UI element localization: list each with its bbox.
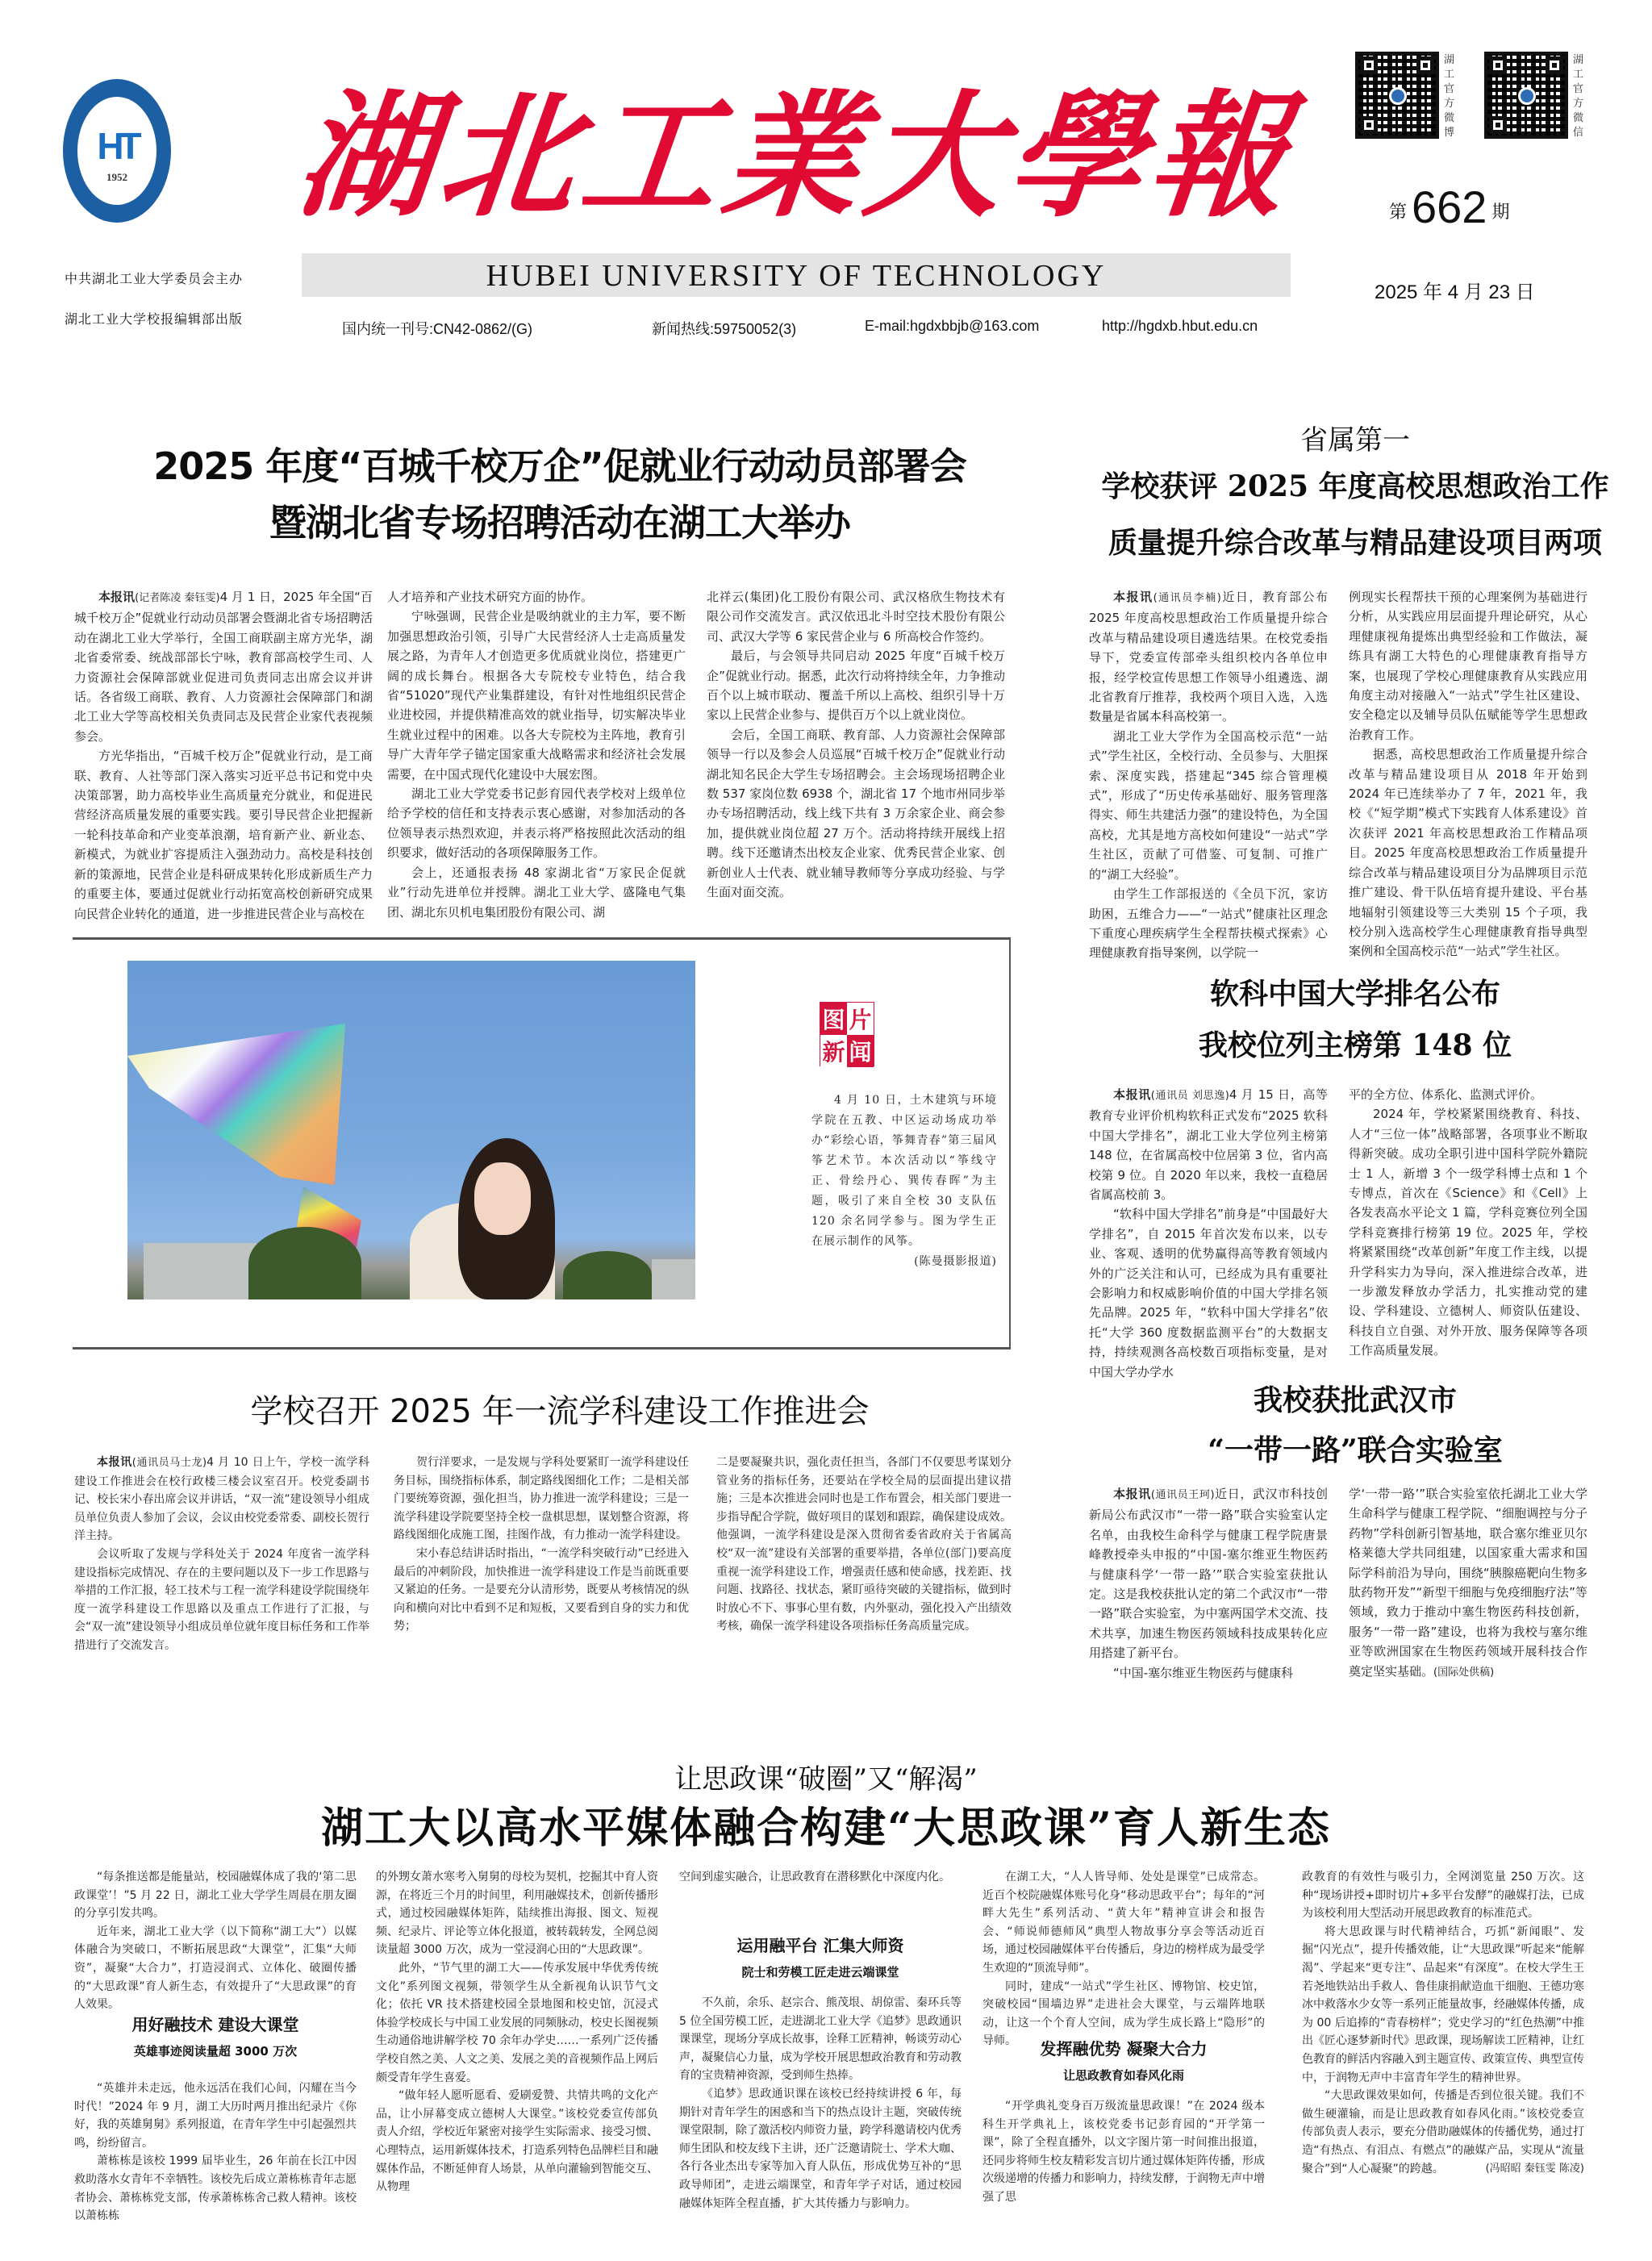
byline: (通讯员马士龙) bbox=[131, 1457, 207, 1469]
qr-logo-icon bbox=[1389, 87, 1407, 105]
byline: (记者陈凌 秦钰雯) bbox=[135, 592, 220, 604]
kite-image bbox=[127, 1024, 345, 1185]
media-col-3b bbox=[679, 1994, 962, 2213]
employment-col-2 bbox=[387, 587, 686, 922]
news-hotline: 新闻热线:59750052(3) bbox=[652, 321, 797, 337]
credit: (国际处供稿) bbox=[1433, 1666, 1495, 1679]
photo-caption bbox=[811, 1091, 997, 1272]
sponsor-line: 中共湖北工业大学委员会主办 bbox=[65, 273, 244, 286]
paragraph: 方光华指出，“百城千校万企”促就业行动，是工商联、教育、人社等部门深入落实习近平总书记和党中央决策部署，助力高校毕业生高质量充分就业，和促进民营经济高质量发展的重要实践。要引导民营企业把握新一轮科技革命和产业变革浪潮，培育新产业、新业态、新模式，为就业扩容提质注入强劲动力。高校是科技创新的策源地，民营企业是科研成果转化形成新质生产力的重要主体，要通过促就业行动拓宽高校创新研究成果向民营企业转化的通道，进一步推进民营企业与高校在 bbox=[74, 749, 373, 921]
university-logo bbox=[63, 79, 171, 223]
paragraph: 此外，“节气里的湖工大——传承发展中华优秀传统文化”系列图文视频，带领学生从全新视角认识节气文化；依托 VR 技术搭建校园全景地图和校史馆，沉浸式体验学校成长与中国工业发展的同频脉动，校史长图视频生动通俗地讲解学校 70 余年办学史……一系列广泛传播学校自然之美、人文之美、发展之美的音视频作品上网后颇受青年学生喜爱。 bbox=[376, 1961, 658, 2084]
paragraph: 北祥云(集团)化工股份有限公司、武汉格欣生物技术有限公司作交流发言。武汉依迅北斗时空技术股份有限公司、武汉大学等 6 家民营企业与 6 所高校合作签约。 bbox=[707, 590, 1005, 644]
paragraph: “大思政课效果如何，传播是否到位很关键。我们不做生硬灌输，而是让思政教育如春风化雨。”该校党委宣传部负责人表示，要充分借助融媒体的传播优势，通过打造“有热点、有泪点、有燃点”的融媒产品，实现从“流量聚合”到“人心凝聚”的跨越。 bbox=[1302, 2089, 1584, 2175]
logo-ht-emblem-icon: HT bbox=[97, 125, 137, 167]
paragraph: 湖北工业大学党委书记彭育园代表学校对上级单位给予学校的信任和支持表示衷心感谢，对参加活动的各位领导表示热烈欢迎，并表示将严格按照此次活动的组织要求，做好活动的各项保障服务工作。 bbox=[387, 786, 686, 861]
paragraph: “软科中国大学排名”前身是“中国最好大学排名”，自 2015 年首次发布以来，以专业、客观、透明的优势赢得高等教育领域内外的广泛关注和认可，已经成为具有重要社会影响力和权威影响价值的中国大学排名领先品牌。2025 年，“软科中国大学排名”依托“大学 360 度数据监测平台”的大数据支持，持续观测各高校数百项指标变量，是对中国大学办学水 bbox=[1089, 1207, 1328, 1379]
issn: 国内统一刊号:CN42-0862/(G) bbox=[342, 321, 533, 337]
byline: (通讯员 刘思逸) bbox=[1150, 1090, 1229, 1102]
media-col-1 bbox=[74, 1868, 357, 2014]
paragraph: “每条推送都是能量站，校园融媒体成了我的‘第二思政课堂’！”5 月 22 日，湖北工业大学学生周晨在朋友圈的分享引发共鸣。 bbox=[74, 1871, 357, 1921]
paragraph: 湖北工业大学作为全国高校示范“一站式”学生社区，全校行动、全员参与、大胆探索、深度实践，搭建起“345 综合管理模式”，形成了“历史传承基础好、服务管理落得实、师生共建活力强”的建设特色，为全国高校，尤其是地方高校如何建设“一站式”学生社区，贡献了可借鉴、可复制、可推广的“湖工大经验”。 bbox=[1089, 728, 1328, 882]
kicker-media: 让思政课“破圈”又“解渴” bbox=[674, 1763, 978, 1796]
kicker-ideology: 省属第一 bbox=[1300, 424, 1410, 457]
paragraph: 近日，教育部公布 2025 年度高校思想政治工作质量提升综合改革与精品建设项目遴选结果。在校党委指导下，党委宣传部牵头组织校内各单位申报，经学校宣传思想工作领导小组遴选、湖北省教育厅推荐，我校两个项目入选，入选数量是省属本科高校第一。 bbox=[1089, 590, 1328, 724]
issue-number bbox=[1389, 181, 1509, 233]
paragraph: 同时，建成“一站式”学生社区、博物馆、校史馆，突破校园“围墙边界”走进社会大课堂，与云端阵地联动，让这一个个育人空间，成为学生成长路上“隐形”的导师。 bbox=[982, 1979, 1265, 2048]
headline-ranking-2[interactable]: 我校位列主榜第 148 位 bbox=[1198, 1028, 1512, 1062]
logo-inner bbox=[77, 97, 156, 205]
paragraph: 不久前，余乐、赵宗合、熊茂垠、胡倞雷、秦环兵等 5 位全国劳模工匠，走进湖北工业大学《追梦》思政通识课课堂，现场分享成长故事，诠释工匠精神，畅谈劳动心声，凝聚信心力量，成为学校开展思想政治教育和劳动教育的宝贵精神资源，受到师生热捧。 bbox=[679, 1996, 962, 2083]
tree-image bbox=[563, 1251, 652, 1299]
employment-col-3 bbox=[707, 587, 1005, 903]
paragraph: 最后，与会领导共同启动 2025 年度“百城千校万企”促就业行动。据悉，此次行动将持续全年，力争推动百个以上城市联动、覆盖千所以上高校、组织引导十万家以上民营企业参与、提供百万个以上就业岗位。 bbox=[707, 649, 1005, 723]
employment-col-1 bbox=[74, 587, 373, 924]
byline: (通讯员李楠) bbox=[1153, 592, 1221, 604]
paragraph: 贺行洋要求，一是发规与学科处要紧盯一流学科建设任务目标，围绕指标体系，制定路线图细化工作；二是相关部门要统筹资源，强化担当，协力推进一流学科建设；三是一流学科建设学院要坚持全校一盘棋思想，谋划整合资源，将路线图细化成施工图，挂图作战，有力推动一流学科建设。 bbox=[394, 1456, 689, 1542]
headline-beltroad-2[interactable]: “一带一路”联合实验室 bbox=[1208, 1433, 1503, 1467]
paragraph: 近年来，湖北工业大学（以下简称“湖工大”）以媒体融合为突破口，不断拓展思政“大课堂”，汇集“大师资”，凝聚“大合力”，打造浸润式、立体化、破圈传播的“大思政课”育人新生态，有效提升了“大思政课”的育人效果。 bbox=[74, 1925, 357, 2012]
paragraph: 2024 年，学校紧紧围绕教育、科技、人才“三位一体”战略部署，各项事业不断取得新突破。成功全职引进中国科学院外籍院士 1 人，新增 3 个一级学科博士点和 1 个专博点，首次在《Science》和《Cell》上各发表高水平论文 1 篇，学科竞赛位列全国学科竞赛排行榜第 19 位。2025 年，学校将紧紧围绕“改革创新”年度工作主线，以提升学科实力为导向，深入推进综合改革，进一步激发释放办学活力，扎实推动党的建设、学科建设、立德树人、师资队伍建设、科技自立自强、对外开放、服务保障等各项工作高质量发展。 bbox=[1349, 1107, 1587, 1358]
building-image bbox=[144, 1243, 257, 1299]
paragraph: 据悉，高校思想政治工作质量提升综合改革与精品建设项目从 2018 年开始到 2024 年已连续举办了 7 年，2021 年，我校《“短学期”模式下实践育人体系建设》首次获评 2021 年高校思想政治工作精品项目。2025 年度高校思想政治工作质量提升综合改革与精品建设项目分为品牌项目示范推广建设、骨干队伍培育提升建设、平台基地辐射引领建设等三大类别 15 个子项，我校分别入选高校学生心理健康教育指导典型案例和全国高校示范“一站式”学生社区。 bbox=[1349, 747, 1587, 959]
issue-suffix: 期 bbox=[1491, 202, 1510, 222]
paragraph: 宋小春总结讲话时指出，“一流学科突破行动”已经进入最后的冲刺阶段，加快推进一流学科建设工作是当前既重要又紧迫的任务。一是要充分认清形势，既要从考核情况的纵向和横向对比中看到不足和短板，又要看到自身的实力和优势； bbox=[394, 1546, 689, 1633]
discipline-col-2 bbox=[394, 1454, 689, 1636]
lead-label: 本报讯 bbox=[1113, 1087, 1151, 1102]
qr-code-weibo[interactable] bbox=[1355, 52, 1439, 139]
logo-year: 1952 bbox=[106, 171, 127, 183]
headline-ideology-1[interactable]: 学校获评 2025 年度高校思想政治工作 bbox=[1101, 469, 1609, 503]
subsubhead-media-1: 英雄事迹阅读量超 3000 万次 bbox=[133, 2044, 298, 2059]
stamp-char: 闻 bbox=[847, 1035, 874, 1067]
paragraph: 会议听取了发规与学科处关于 2024 年度省一流学科建设指标完成情况、存在的主要问题以及下一步工作思路与举措的工作汇报，轻工技术与工程一流学科建设学院围绕年度一流学科建设工作思路以及重点工作进行了汇报，与会“双一流”建设领导小组成员单位就年度目标任务和工作举措进行了交流发言。 bbox=[74, 1547, 369, 1652]
tree-image bbox=[248, 1227, 361, 1299]
paragraph: 4 月 10 日上午，学校一流学科建设工作推进会在校行政楼三楼会议室召开。校党委副书记、校长宋小春出席会议并讲话，“双一流”建设领导小组成员单位负责人参加了会议，会议由校党委常委、副校长贺行洋主持。 bbox=[74, 1456, 369, 1543]
headline-media[interactable]: 湖工大以高水平媒体融合构建“大思政课”育人新生态 bbox=[321, 1804, 1331, 1853]
headline-discipline[interactable]: 学校召开 2025 年一流学科建设工作推进会 bbox=[250, 1393, 870, 1430]
paragraph: 萧栋栋是该校 1999 届毕业生，26 年前在长江中因救助落水女青年不幸牺牲。该校先后成立萧栋栋青年志愿者协会、萧栋栋党支部，传承萧栋栋舍己救人精神。该校以萧栋栋 bbox=[74, 2155, 357, 2223]
paragraph: 学‘一带一路’”联合实验室依托湖北工业大学生命科学与健康工程学院、“细胞调控与分子药物”学科创新引智基地，联合塞尔维亚贝尔格莱德大学共同组建，以国家重大需求和国际学科前沿为导向，围绕“胰腺癌靶向生物多肽药物开发”“新型干细胞与免疫细胞疗法”等领域，致力于推动中塞生物医药科技创新，服务“一带一路”建设，也将为我校与塞尔维亚等欧洲国家在生物医药领域开展科技合作奠定坚实基础。 bbox=[1349, 1487, 1587, 1679]
subhead-media-2: 运用融平台 汇集大师资 bbox=[736, 1936, 904, 1955]
paragraph: 会后，全国工商联、教育部、人力资源社会保障部领导一行以及参会人员巡展“百城千校万企”促就业行动湖北知名民企大学生专场招聘会。主会场现场招聘企业数 537 家岗位数 6938 个，湖北省 17 个地市州同步举办专场招聘活动，线上线下共有 3 万余家企业、商会参加，提供就业岗位超 27 万个。活动将持续开展线上招聘。线下还邀请杰出校友企业家、优秀民营企业家、创新创业人士代表、就业辅导教师等分享成功经验、与学生面对面交流。 bbox=[707, 727, 1005, 900]
paragraph: 《追梦》思政通识课在该校已经持续讲授 6 年，每期针对青年学生的困惑和当下的热点设计主题，突破传统课堂限制，除了激活校内师资力量，跨学科邀请校内优秀师生团队和校友线下主讲，还广泛邀请院士、学术大咖、各行各业杰出专家等加入育人队伍，形成优势互补的“思政导师团”，走进云端课堂，和青年学子对话，通过校园融媒体矩阵全程直播，扩大其传播力与影响力。 bbox=[679, 2087, 962, 2210]
ideology-col-1 bbox=[1089, 587, 1328, 963]
qr-label-wechat: 湖工官方微信 bbox=[1573, 54, 1584, 139]
paragraph: “中国-塞尔维亚生物医药与健康科 bbox=[1113, 1665, 1294, 1680]
newspaper-title-en: HUBEI UNIVERSITY OF TECHNOLOGY bbox=[486, 259, 1107, 293]
paragraph: 二是要凝聚共识，强化责任担当，各部门不仅要思考谋划分管业务的指标任务，还要站在学校全局的层面提出建议措施；三是本次推进会同时也是工作布置会，相关部门要进一步指导配合学院，做好项目的谋划和跟踪，确保建设成效。他强调，一流学科建设是深入贯彻省委省政府关于省属高校“双一流”建设有关部署的重要举措，各单位(部门)要高度重视一流学科建设工作，增强责任感和使命感，找差距、找问题、找路径、找状态，紧盯亟待突破的关键指标，做到时时放心不下、事事心里有数，内外驱动，强化投入产出绩效考核，确保一流学科建设各项指标任务高质量完成。 bbox=[716, 1456, 1012, 1633]
lead-label: 本报讯 bbox=[1113, 590, 1153, 604]
paragraph: 4 月 1 日，2025 年全国“百城千校万企”促就业行动动员部署会暨湖北省专场招聘活动在湖北工业大学举行，全国工商联副主席方光华，湖北省委常委、统战部部长宁咏，教育部高校学生司、人力资源社会保障部就业促进司负责同志出席会议并讲话。各省级工商联、教育、人力资源社会保障部门和湖北工业大学等高校相关负责同志及民营企业家代表视频参会。 bbox=[74, 590, 373, 744]
issue-date: 2025 年 4 月 23 日 bbox=[1375, 282, 1535, 303]
paragraph: “英雄并未走远，他永远活在我们心间，闪耀在当今时代！”2024 年 9 月，湖工大历时两月推出纪录片《你好，我的英雄舅舅》系列报道，在青年学生中引起强烈共鸣，纷纷留言。 bbox=[74, 2082, 357, 2150]
media-col-5 bbox=[1302, 1868, 1584, 2178]
qr-finder bbox=[1489, 116, 1507, 134]
paragraph: 由学生工作部报送的《全员下沉，家访助困，五维合力——“一站式”健康社区理念下重度心理疾病学生全程帮扶模式探索》心理健康教育指导案例，以学院一 bbox=[1089, 886, 1328, 961]
qr-finder bbox=[1416, 56, 1434, 74]
qr-finder bbox=[1489, 56, 1507, 74]
building-image bbox=[652, 1259, 695, 1299]
paragraph: 的外甥女萧水寒考入舅舅的母校为契机，挖掘其中育人资源，在将近三个月的时间里，利用融媒技术，创新传播形式，通过校园融媒体矩阵，陆续推出海报、图文、短视频、纪录片、评论等立体化报道，被转载转发，全网总阅读量超 3000 万次，成为一堂浸润心田的“大思政课”。 bbox=[376, 1871, 658, 1957]
paragraph: 近日，武汉市科技创新局公布武汉市“一带一路”联合实验室认定名单，由我校生命科学与健康工程学院唐景峰教授牵头申报的“中国-塞尔维亚生物医药与健康科学‘一带一路’”联合实验室获批认定。这是我校获批认定的第二个武汉市“一带一路”联合实验室，为中塞两国学术交流、技术共享，加速生物医药领域科技成果转化应用搭建了新平台。 bbox=[1089, 1487, 1328, 1661]
credit: (冯昭昭 秦钰雯 陈凌) bbox=[1485, 2162, 1584, 2175]
issue-prefix: 第 bbox=[1389, 202, 1408, 222]
headline-employment-2[interactable]: 暨湖北省专场招聘活动在湖工大举办 bbox=[269, 501, 850, 544]
beltroad-col-2 bbox=[1349, 1484, 1587, 1683]
headline-employment-1[interactable]: 2025 年度“百城千校万企”促就业行动动员部署会 bbox=[153, 444, 966, 488]
paragraph: 宁咏强调，民营企业是吸纳就业的主力军，要不断加强思想政治引领，引导广大民营经济人士走高质量发展之路，为青年人才创造更多优质就业岗位，搭建更广阔的成长舞台。根据各大专院校专业特色，结合我省“51020”现代产业集群建设，有针对性地组织民营企业进校园，并提供精准高效的就业指导，切实解决毕业生就业过程中的困难。以各大专院校为主阵地，教育引导广大青年学子锚定国家重大战略需求和经济社会发展需要，在中国式现代化建设中大展宏图。 bbox=[387, 609, 686, 782]
kite-photo[interactable] bbox=[127, 961, 695, 1299]
media-col-1b bbox=[74, 2080, 357, 2226]
qr-finder bbox=[1546, 56, 1563, 74]
issue-num: 662 bbox=[1412, 181, 1487, 232]
title-en-band bbox=[302, 253, 1291, 297]
headline-ideology-2[interactable]: 质量提升综合改革与精品建设项目两项 bbox=[1108, 526, 1602, 560]
media-col-2 bbox=[376, 1868, 658, 2196]
website-link[interactable]: http://hgdxb.hbut.edu.cn bbox=[1102, 318, 1258, 334]
discipline-col-1 bbox=[74, 1454, 369, 1655]
stamp-char: 图 bbox=[820, 1003, 847, 1035]
headline-ranking-1[interactable]: 软科中国大学排名公布 bbox=[1209, 977, 1500, 1011]
media-col-4 bbox=[982, 1868, 1265, 2050]
email[interactable]: E-mail:hgdxbbjb@163.com bbox=[865, 318, 1040, 334]
person-face-image bbox=[474, 1162, 531, 1235]
discipline-col-3 bbox=[716, 1454, 1012, 1636]
paragraph: 人才培养和产业技术研究方面的协作。 bbox=[387, 590, 594, 604]
paragraph: 空间到虚实融合，让思政教育在潜移默化中深度内化。 bbox=[679, 1871, 950, 1883]
publisher-line: 湖北工业大学校报编辑部出版 bbox=[65, 313, 244, 327]
paragraph: 将大思政课与时代精神结合，巧抓“新闻眼”、发掘“闪光点”，提升传播效能，让“大思政课”听起来“能解渴”、学起来“更专注”、品起来“有深度”。在校大学生王若尧地铁站出手救人、鲁佳康捐献造血干细胞、王德功寒冰中救落水少女等一系列正能量故事，经融媒体传播，成为 00 后追捧的“青春榜样”；党史学习的“红色热潮”中推出《匠心逐梦新时代》思政课，现场解读工匠精神，让红色教育的鲜活内容融入到主题宣传、政策宣传、典型宣传中，于润物无声中丰富青年学生的精神世界。 bbox=[1302, 1925, 1584, 2084]
stamp-char: 片 bbox=[847, 1003, 874, 1035]
stamp-char: 新 bbox=[820, 1035, 847, 1067]
subsubhead-media-3: 让思政教育如春风化雨 bbox=[1062, 2068, 1184, 2083]
headline-beltroad-1[interactable]: 我校获批武汉市 bbox=[1253, 1383, 1457, 1417]
paragraph: 在湖工大，“人人皆导师、处处是课堂”已成常态。近百个校院融媒体账号化身“移动思政平台”；每年的“河畔大先生”系列活动、“黄大年”精神宣讲会和报告会、“师说师德师风”典型人物故事分享会等活动近百场，通过校园融媒体平台传播后，身边的榜样成为最受学生欢迎的“顶流导师”。 bbox=[982, 1871, 1265, 1975]
lead-label: 本报讯 bbox=[97, 1456, 132, 1469]
ideology-col-2 bbox=[1349, 587, 1587, 962]
photo-credit: (陈曼摄影报道) bbox=[914, 1255, 997, 1268]
ranking-col-1 bbox=[1089, 1085, 1328, 1382]
subsubhead-media-2: 院士和劳模工匠走进云端课堂 bbox=[741, 1965, 899, 1979]
caption-text: 4 月 10 日，土木建筑与环境学院在五教、中区运动场成功举办“彩绘心语，筝舞青春”第三届风筝艺术节。本次活动以“筝线守正、骨绘丹心、巽传春晖”为主题，吸引了来自全校 30 支队伍 120 余名同学参与。图为学生正在展示制作的风筝。 bbox=[811, 1094, 997, 1248]
qr-finder bbox=[1360, 116, 1378, 134]
paragraph: “开学典礼变身百万级流量思政课！”在 2024 级本科生开学典礼上，该校党委书记彭育园的“开学第一课”，除了全程直播外，以文字图片第一时间推出报道，还同步将师生校友精彩发言切片通过媒体矩阵传播，形成次级递增的传播力和影响力，持续发酵，于润物无声中增强了思 bbox=[982, 2100, 1265, 2204]
lead-label: 本报讯 bbox=[98, 590, 136, 604]
paragraph: 平的全方位、体系化、监测式评价。 bbox=[1349, 1087, 1543, 1102]
paragraph: 政教育的有效性与吸引力，全网浏览量 250 万次。这种“现场讲授+即时切片+多平台发酵”的融媒打法，已成为该校利用大型活动开展思政教育的标准范式。 bbox=[1302, 1871, 1584, 1921]
qr-logo-icon bbox=[1518, 87, 1536, 105]
media-col-4b bbox=[982, 2097, 1265, 2207]
photo-news-stamp bbox=[820, 1002, 874, 1066]
qr-code-wechat[interactable] bbox=[1484, 52, 1568, 139]
qr-finder bbox=[1360, 56, 1378, 74]
beltroad-col-1 bbox=[1089, 1484, 1328, 1683]
subhead-media-1: 用好融技术 建设大课堂 bbox=[131, 2015, 299, 2034]
subhead-media-3: 发挥融优势 凝聚大合力 bbox=[1040, 2039, 1208, 2059]
newspaper-title: 湖北工業大學報 bbox=[290, 76, 1301, 236]
paragraph: 会上，还通报表扬 48 家湖北省“万家民企促就业”行动先进单位并授牌。湖北工业大学、盛隆电气集团、湖北东贝机电集团股份有限公司、湖 bbox=[387, 865, 686, 920]
paragraph: “做年轻人愿听愿看、爱刷爱赞、共情共鸣的文化产品，让小屏幕变成立德树人大课堂。”该校党委宣传部负责人介绍，学校近年紧密对接学生实际需求、接受习惯、心理特点，运用新媒体技术，打造系列特色品牌栏目和融媒体作品，不断延伸育人场景，从单向灌输到智能交互、从物理 bbox=[376, 2089, 658, 2194]
byline: (通讯员王珂) bbox=[1150, 1489, 1215, 1501]
media-col-3 bbox=[679, 1868, 962, 1887]
paragraph: 例现实长程帮扶干预的心理案例为基础进行分析，从实践应用层面提升理论研究，从心理健康视角提炼出典型经验和工作做法，凝练具有湖工大特色的心理健康教育指导方案，也展现了学校心理健康教育从实践应用角度主动对接融入“一站式”学生社区建设、安全稳定以及辅导员队伍赋能等学生思想政治教育工作。 bbox=[1349, 590, 1587, 742]
ranking-col-2 bbox=[1349, 1085, 1587, 1361]
lead-label: 本报讯 bbox=[1113, 1487, 1151, 1501]
paragraph: 4 月 15 日，高等教育专业评价机构软科正式发布“2025 软科中国大学排名”，湖北工业大学位列主榜第 148 位，在省属高校中位居第 3 位，省内高校第 9 位。自 2020 年以来，我校一直稳居省属高校前 3。 bbox=[1089, 1087, 1328, 1203]
qr-label-weibo: 湖工官方微博 bbox=[1444, 54, 1455, 139]
